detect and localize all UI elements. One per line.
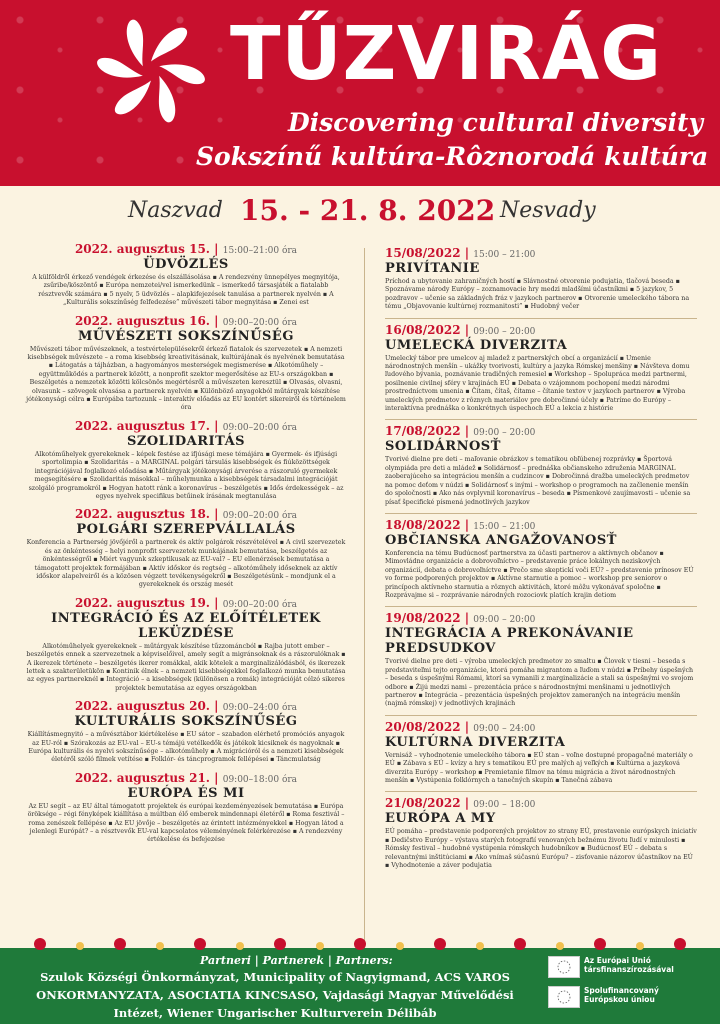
eu-flag-icon <box>548 986 580 1008</box>
program-day: 2022. augusztus 16. | 09:00–20:00 óra MŰVÉSZETI SOKSZÍNŰSÉG Művészeti tábor művészeknek, a testvértelepülésekről érkező fiatalok és szervezetek ▪ A nemzeti kisebbségek művészete – a roma kisebbség kreativitásának, kultúrájának és nyelvének bemutatása ▪ Látogatás a tájházban, a hagyományos mesterségek megismerése ▪ Alkotóműhely – együttműködés a partnerek között, a nonprofit szektor megerősítése az EU-s országokban ▪ Beszélgetés a nemzetek közötti kölcsönös megértésről a művészeten keresztül ▪ Olvasás, olvasni, olvasunk – szövegek olvasása a partnerek nyelvén ▪ Különböző anyagokból műtárgyak készítése jótékonysági célra ▪ Európába tartozunk – interaktív előadás az EU kontért sikereiről és történelem óra <box>26 313 346 412</box>
day-title: UMELECKÁ DIVERZITA <box>385 337 568 353</box>
day-date: 20/08/2022 <box>385 719 461 734</box>
day-date: 2022. augusztus 19. <box>74 595 210 610</box>
eu-cofunding-hu <box>548 956 674 978</box>
partners-list: Szulok Községi Önkormányzat, Municipality of Nagyigmand, ACS VAROS ONKORMANYZATA, ASOCIATIA KINCSASO, Vajdasági Magyar Művelődési Intézet, Wiener Ungarischer Kulturverein Délibáb <box>36 970 514 1020</box>
day-date: 2022. augusztus 21. <box>74 770 210 785</box>
day-date: 21/08/2022 <box>385 796 461 811</box>
day-description: Kiállításmegnyitó – a művésztábor kiértékelése ▪ EU sátor – szabadon elérhető promóciós anyagok az EU-ról ▪ Szórakozás az EU-val – EU-s témájú vetélkedők és játékok kicsiknek és nagyoknak ▪ Európa kulturális és nyelvi sokszínűsége – alkotóműhely ▪ A migrációról és a nemzeti kisebbségek életéről szóló filmek vetítése ▪ Folklór- és táncprogramok fellépései ▪ Táncmulatság <box>27 731 345 764</box>
event-title: TŰZVIRÁG <box>230 11 663 97</box>
column-divider <box>364 248 365 948</box>
city-slovak: Nesvady <box>500 198 596 223</box>
day-title: KULTÚRNA DIVERZITA <box>385 734 566 750</box>
day-time: 09:00 – 20:00 <box>473 326 536 337</box>
day-date: 2022. augusztus 20. <box>74 699 210 714</box>
day-date: 2022. augusztus 15. <box>74 242 210 256</box>
day-date: 17/08/2022 <box>385 424 461 439</box>
day-title: ÜDVÖZLÉS <box>143 257 229 272</box>
day-time: 09:00–20:00 óra <box>222 599 298 610</box>
day-time: 09:00 – 24:00 <box>473 723 536 734</box>
day-time: 09:00–20:00 óra <box>222 317 298 328</box>
subtitle-hungarian-slovak: Sokszínű kultúra-Rôznorodá kultúra <box>196 142 709 171</box>
day-date: 15/08/2022 <box>385 246 461 260</box>
day-date: 2022. augusztus 17. <box>74 418 210 433</box>
program-day: 16/08/2022 | 09:00 – 20:00 UMELECKÁ DIVERZITA Umelecký tábor pre umelcov aj mladež z partnerských obcí a organizácií ▪ Umenie národnostných menšín – ukážky tvorivosti, kultúry a jazyka Rómskej menšiny ▪ Návšteva domu ľudového bývania, poznávanie tradičných remesiel ▪ Workshop – Spolupráca medzi partnermi, posilnenie civilnej sféry v krajinách EÚ ▪ Debata o vzájomnom pochopení medzi národmi prostredníctvom umenia ▪ Čítam, čítaš, čítame – čítanie textov v jazykoch partnerov ▪ Výroba umeleckých predmetov z rôznych materiálov pre dobročinné účely ▪ Patríme do Európy – interaktívna prednáška o konkrétnych úspechoch EÚ a lekcia z histórie <box>385 318 697 414</box>
subtitle-english: Discovering cultural diversity <box>288 108 704 137</box>
day-title: POLGÁRI SZEREPVÁLLALÁS <box>76 522 296 538</box>
day-title: EURÓPA A MY <box>385 811 496 827</box>
day-description: Vernisáž – vyhodnotenie umeleckého tábora ▪ EÚ stan – voľne dostupné propagačné materiály o EÚ ▪ Zábava s EÚ – kvízy a hry s tematikou EÚ pre malých aj veľkých ▪ Kultúrna a jazyková diverzita Európy – workshop ▪ Premietanie filmov na tému migrácia a život národnostných menšín ▪ Vystúpenia folklórnych a tanečných skupín ▪ Tanečná zábava <box>385 751 693 784</box>
day-date: 2022. augusztus 18. <box>74 507 210 522</box>
program-day: 18/08/2022 | 15:00 – 21:00 OBČIANSKA ANGAŽOVANOSŤ Konferencia na tému Budúcnosť partnerstva za účasti partnerov a aktívnych občanov ▪ Mimovládne organizácie a dobrovoľníctvo – predstavenie práce lokálnych neziskových organizácií, debata o dobrovoľníctve ▪ Prečo sme skeptickí voči EÚ? – predstavenie prínosov EÚ vo forme podporených projektov ▪ Aktívne starnutie a pomoc – workshop pre seniorov o princípoch aktívneho starnutia a rôznych aktivitách, ktoré môžu vykonávať spoločne ▪ Rozprávajme si – rozprávanie národných rozociovk platích krajin detiom <box>385 513 697 600</box>
day-description: Alkotóműhelyek gyerekeknek – képek festése az ifjúsági mese témájára ▪ Gyermek- és ifjúsági sportolimpia ▪ Szolidaritás – a MARGINAL polgári társulás kisebbségek és fiúközöttségek integrációjával foglalkozó előadása ▪ Műtárgyak jótékonysági árverése a rászoruló gyermekek megsegítésére ▪ Szolidaritás másokkal – műhelymunka a kisebbségek társadalmi integrációját szolgáló programokról ▪ Hogyan hatott ránk a koronavírus – beszélgetés ▪ Idős érdekességek – az egyes nyelvek specifikus betűinek írásának megtanulása <box>28 450 344 500</box>
day-time: 09:00 – 20:00 <box>473 615 536 626</box>
day-time: 15:00 – 21:00 <box>473 250 536 260</box>
day-time: 09:00 – 20:00 <box>473 428 536 439</box>
day-title: PRIVÍTANIE <box>385 261 480 276</box>
program-day: 20/08/2022 | 09:00 – 24:00 KULTÚRNA DIVERZITA Vernisáž – vyhodnotenie umeleckého tábora ▪ EÚ stan – voľne dostupné propagačné materiály o EÚ ▪ Zábava s EÚ – kvízy a hry s tematikou EÚ pre malých aj veľkých ▪ Kultúrna a jazyková diverzita Európy – workshop ▪ Premietanie filmov na tému migrácia a život národnostných menšín ▪ Vystúpenia folklórnych a tanečných skupín ▪ Tanečná zábava <box>385 715 697 786</box>
day-time: 15:00 – 21:00 <box>473 521 536 532</box>
day-time: 09:00–20:00 óra <box>222 511 298 522</box>
day-description: Konferencia a Partnerség jövőjéről a partnerek és aktív polgárok részvételével ▪ A civil szervezetek és az önkéntesség – helyi nonprofit szervezetek munkájának bemutatása, beszélgetés az önkéntességről ▪ Miért vagyunk szkeptikusak az EU-val? – EU ellenérzések bemutatása a támogatott projektek formájában ▪ Aktív időskor és regtség – alkotóműhely időseknek az aktív időskor alapelveiről és a közösen végzett tevékenységekről ▪ Beszélgetésünk – mondjunk el a gyerekeknek és ország mesét <box>26 539 346 589</box>
day-title: EURÓPA ÉS MI <box>127 785 245 801</box>
eu-text-hu: Az Európai Unió társfinanszírozásával <box>584 956 674 974</box>
program-day: 2022. augusztus 17. | 09:00–20:00 óra SZOLIDARITÁS Alkotóműhelyek gyerekeknek – képek festése az ifjúsági mese témájára ▪ Gyermek- és ifjúsági sportolimpia ▪ Szolidaritás – a MARGINAL polgári társulás kisebbségek és fiúközöttségek integrációjával foglalkozó előadása ▪ Műtárgyak jótékonysági árverése a rászoruló gyermekek megsegítésére ▪ Szolidaritás másokkal – műhelymunka a kisebbségek társadalmi integrációját szolgáló programokról ▪ Hogyan hatott ránk a koronavírus – beszélgetés ▪ Idős érdekességek – az egyes nyelvek specifikus betűinek írásának megtanulása <box>26 419 346 501</box>
program-hungarian <box>26 242 346 851</box>
day-title: KULTURÁLIS SOKSZÍNŰSÉG <box>74 714 298 730</box>
day-description: Tvorivé dielne pre deti – maľovanie obrázkov s tematikou obľúbenej rozprávky ▪ Športová olympiáda pre deti a mládež ▪ Solidárnosť – prednáška občianskeho združenia MARGINAL zaoberajúceho sa integráciou menšín a cudzincov ▪ Dobročinná dražba umeleckých predmetov na pomoc deťom v núdzi ▪ Solidárnosť s inými – workshop o programoch na začlenenie menšín do spoločnosti ▪ Ako nás ovplyvnil koronavírus – beseda ▪ Písmenkové zaujímavosti – učenie sa písať špecifické písmená jednotlivých jazykov <box>385 456 691 506</box>
day-description: Alkotóműhelyek gyerekeknek – műtárgyak készítése tűzzománcból ▪ Rajba jutott ember – beszélgetés ennek a szervezetnek a képviselőivel, amely segít a migránsoknak és a rászorulóknak ▪ A ikerezek története – beszélgetés ikerer romákkal, akik kötelek a marginalizálódásból, és ikerezek lettek a szakterületükön ▪ Kontinik élnek – a nemzeti kisebbségekkel foglalkozó munka bemutatása az egyes partnereknél ▪ Integráció – a kisebbségek (különösen a romák) integrációját célzó sikeres projektek bemutatása az egyes országokban <box>26 642 346 692</box>
program-day: 2022. augusztus 19. | 09:00–20:00 óra INTEGRÁCIÓ ÉS AZ ELŐÍTÉLETEK LEKÜZDÉSE Alkotóműhelyek gyerekeknek – műtárgyak készítése tűzzománcból ▪ Rajba jutott ember – beszélgetés ennek a szervezetnek a képviselőivel, amely segít a migránsoknak és a rászorulóknak ▪ A ikerezek története – beszélgetés ikerer romákkal, akik kötelek a marginalizálódásból, és ikerezek lettek a szakterületükön ▪ Kontinik élnek – a nemzeti kisebbségekkel foglalkozó munka bemutatása az egyes partnereknél ▪ Integráció – a kisebbségek (különösen a romák) integrációját célzó sikeres projektek bemutatása az egyes országokban <box>26 595 346 692</box>
day-title: MŰVÉSZETI SOKSZÍNŰSÉG <box>78 328 294 344</box>
fire-flower-logo <box>92 12 210 130</box>
day-time: 09:00–24:00 óra <box>222 703 298 714</box>
day-date: 2022. augusztus 16. <box>74 313 210 328</box>
city-hungarian: Naszvad <box>128 198 223 223</box>
day-description: EÚ pomáha – predstavenie podporených projektov zo strany EÚ, prestavenie európskych iniciatív ▪ Dedičstvo Európy – výstava starých fotografií venovaných bežnému životu ľudí v minulosti ▪ Rómsky festival – hudobné vystúpenia rómskych hudobníkov ▪ Budúcnosť EÚ – debata s relevantnými inštitúciami ▪ Ako vnímaš súčasnú Európu? – zisťovanie názorov účastníkov na EÚ ▪ Vyhodnotenie a záver podujatia <box>385 828 697 870</box>
day-time: 15:00–21:00 óra <box>222 246 298 256</box>
eu-text-sk: Spolufinancovaný Európskou úniou <box>584 986 659 1004</box>
program-day: 21/08/2022 | 09:00 – 18:00 EURÓPA A MY EÚ pomáha – predstavenie podporených projektov zo strany EÚ, prestavenie európskych iniciatív ▪ Dedičstvo Európy – výstava starých fotografií venovaných bežnému životu ľudí v minulosti ▪ Rómsky festival – hudobné vystúpenia rómskych hudobníkov ▪ Budúcnosť EÚ – debata s relevantnými inštitúciami ▪ Ako vnímaš súčasnú Európu? – zisťovanie názorov účastníkov na EÚ ▪ Vyhodnotenie a záver podujatia <box>385 791 697 870</box>
day-title: INTEGRÁCIA A PREKONÁVANIE PREDSUDKOV <box>385 626 634 657</box>
program-day: 2022. augusztus 21. | 09:00–18:00 óra EURÓPA ÉS MI Az EU segít – az EU által támogatott projektek és európai kezdeményezések bemutatása ▪ Európa öröksége – régi fényképek kiállítása a múltban élő emberek mindennapi életéről ▪ Roma fesztivál – roma zenészek fellépése ▪ Az EU jövője – beszélgetés az érintett intézményekkel ▪ Hogyan látod a jelenlegi Európát? – a résztvevők EU-val kapcsolatos véleményének felérkérezése ▪ A rendezvény értékelése és befejezése <box>27 770 345 844</box>
day-description: Konferencia na tému Budúcnosť partnerstva za účasti partnerov a aktívnych občanov ▪ Mimovládne organizácie a dobrovoľníctvo – predstavenie práce lokálnych neziskových organizácií, debata o dobrovoľníctve ▪ Prečo sme skeptickí voči EÚ? – predstavenie prínosov EÚ vo forme podporených projektov ▪ Aktívne starnutie a pomoc – workshop pre seniorov o princípoch aktívneho starnutia a rôznych aktivitách, ktoré môžu vykonávať spoločne ▪ Rozprávajme si – rozprávanie národných rozociovk platích krajin detiom <box>385 549 694 599</box>
day-date: 18/08/2022 <box>385 517 461 532</box>
program-day: 2022. augusztus 18. | 09:00–20:00 óra POLGÁRI SZEREPVÁLLALÁS Konferencia a Partnerség jövőjéről a partnerek és aktív polgárok részvételével ▪ A civil szervezetek és az önkéntesség – helyi nonprofit szervezetek munkájának bemutatása, beszélgetés az önkéntességről ▪ Miért vagyunk szkeptikusak az EU-val? – EU ellenérzések bemutatása a támogatott projektek formájában ▪ Aktív időskor és regtség – alkotóműhely időseknek az aktív időskor alapelveiről és a közösen végzett tevékenységekről ▪ Beszélgetésünk – mondjunk el a gyerekeknek és ország mesét <box>26 507 346 589</box>
eu-cofunding-sk <box>548 986 668 1008</box>
program-day: 15/08/2022 | 15:00 – 21:00 PRIVÍTANIE Príchod a ubytovanie zahraničných hostí ▪ Slávnostné otvorenie podujatia, tlačová beseda ▪ Spoznávame národy Európy – zoznamovacie hry medzi mladšími účastníkmi ▪ 5 jazykov, 5 pozdravov – učenie sa základných fráz v jazykoch partnerov ▪ Otvorenie umeleckého tábora na tému „Objavovanie kultúrnej rozmanitosti” ▪ Hudobný večer <box>385 242 697 312</box>
program-slovak <box>385 242 697 876</box>
partners-label: Partneri | Partnerek | Partners: <box>200 954 393 967</box>
program-day: 17/08/2022 | 09:00 – 20:00 SOLIDÁRNOSŤ Tvorivé dielne pre deti – maľovanie obrázkov s tematikou obľúbenej rozprávky ▪ Športová olympiáda pre deti a mládež ▪ Solidárnosť – prednáška občianskeho združenia MARGINAL zaoberajúceho sa integráciou menšín a cudzincov ▪ Dobročinná dražba umeleckých predmetov na pomoc deťom v núdzi ▪ Solidárnosť s inými – workshop o programoch na začlenenie menšín do spoločnosti ▪ Ako nás ovplyvnil koronavírus – beseda ▪ Písmenkové zaujímavosti – učenie sa písať špecifické písmená jednotlivých jazykov <box>385 419 697 506</box>
day-description: A külföldről érkező vendégek érkezése és elszállásolása ▪ A rendezvény ünnepélyes megnyitója, zsűribe/köszöntő ▪ Európa nemzetei/vel ismerkedünk – ismerkedő társasjáték a fiatalabb résztvevők számára ▪ 5 nyelv, 5 üdvözlés – alapkifejezések tanulása a partnerek nyelvén ▪ A „Kulturális sokszínűség felfedezése” művészeti tábor megnyitása ▪ Zenei est <box>32 274 340 307</box>
day-date: 16/08/2022 <box>385 322 461 337</box>
day-description: Az EU segít – az EU által támogatott projektek és európai kezdeményezések bemutatása ▪ Európa öröksége – régi fényképek kiállítása a múltban élő emberek mindennapi életéről ▪ Roma fesztivál – roma zenészek fellépése ▪ Az EU jövője – beszélgetés az érintett intézményekkel ▪ Hogyan látod a jelenlegi Európát? – a résztvevők EU-val kapcsolatos véleményének felérkérezése ▪ A rendezvény értékelése és befejezése <box>27 802 345 844</box>
day-time: 09:00 – 18:00 <box>473 800 536 811</box>
flower-ornament <box>0 934 720 952</box>
header-banner <box>0 0 720 186</box>
day-description: Művészeti tábor művészeknek, a testvértelepülésekről érkező fiatalok és szervezetek ▪ A nemzeti kisebbségek művészete – a roma kisebbség kreativitásának, kultúrájának és nyelvének bemutatása ▪ Látogatás a tájházban, a hagyományos mesterségek megismerése ▪ Alkotóműhely – együttműködés a partnerek között, a nonprofit szektor megerősítése az EU-s országokban ▪ Beszélgetés a nemzetek közötti kölcsönös megértésről a művészeten keresztül ▪ Olvasás, olvasni, olvasunk – szövegek olvasása a partnerek nyelvén ▪ Különböző anyagokból műtárgyak készítése jótékonysági célra ▪ Európába tartozunk – interaktív előadás az EU kontért sikereiről és történelem óra <box>26 345 346 412</box>
day-description: Umelecký tábor pre umelcov aj mladež z partnerských obcí a organizácií ▪ Umenie národnostných menšín – ukážky tvorivosti, kultúry a jazyka Rómskej menšiny ▪ Návšteva domu ľudového bývania, poznávanie tradičných remesiel ▪ Workshop – Spolupráca medzi partnermi, posilnenie civilnej sféry v krajinách EÚ ▪ Debata o vzájomnom pochopení medzi národmi prostredníctvom umenia ▪ Čítam, čítaš, čítame – čítanie textov v jazykoch partnerov ▪ Výroba umeleckých predmetov z rôznych materiálov pre dobročinné účely ▪ Patríme do Európy – interaktívna prednáška o konkrétnych úspechoch EÚ a lekcia z histórie <box>385 354 690 413</box>
day-title: INTEGRÁCIÓ ÉS AZ ELŐÍTÉLETEK LEKÜZDÉSE <box>51 610 321 641</box>
day-title: OBČIANSKA ANGAŽOVANOSŤ <box>385 532 617 548</box>
day-time: 09:00–20:00 óra <box>222 422 298 433</box>
day-title: SOLIDÁRNOSŤ <box>385 439 501 455</box>
program-day: 19/08/2022 | 09:00 – 20:00 INTEGRÁCIA A PREKONÁVANIE PREDSUDKOV Tvorivé dielne pre deti – výroba umeleckých predmetov zo smaltu ▪ Človek v tiesni – beseda s predstaviteľmi tejto organizácie, ktorá pomáha migrantom a ľuďom v núdzi ▪ Príbehy úspešných – beseda s úspešnými Rómami, ktorí sa vymanili z marginalizácie a stali sa úspešnými vo svojom odbore ▪ Žijú medzi nami – prezentácia práce s národnostnými menšinami u jednotlivých partnerov ▪ Integrácia – prezentácia úspešných projektov zameraných na integráciu menšín (najmä rómskej) v jednotlivých krajinách <box>385 606 697 708</box>
day-date: 19/08/2022 <box>385 611 461 626</box>
day-description: Tvorivé dielne pre deti – výroba umeleckých predmetov zo smaltu ▪ Človek v tiesni – beseda s predstaviteľmi tejto organizácie, ktorá pomáha migrantom a ľuďom v núdzi ▪ Príbehy úspešných – beseda s úspešnými Rómami, ktorí sa vymanili z marginalizácie a stali sa úspešnými vo svojom odbore ▪ Žijú medzi nami – prezentácia práce s národnostnými menšinami u jednotlivých partnerov ▪ Integrácia – prezentácia úspešných projektov zameraných na integráciu menšín (najmä rómskej) v jednotlivých krajinách <box>385 658 694 708</box>
program-day: 2022. augusztus 20. | 09:00–24:00 óra KULTURÁLIS SOKSZÍNŰSÉG Kiállításmegnyitó – a művésztábor kiértékelése ▪ EU sátor – szabadon elérhető promóciós anyagok az EU-ról ▪ Szórakozás az EU-val – EU-s témájú vetélkedők és játékok kicsiknek és nagyoknak ▪ Európa kulturális és nyelvi sokszínűsége – alkotóműhely ▪ A migrációról és a nemzeti kisebbségek életéről szóló filmek vetítése ▪ Folklór- és táncprogramok fellépései ▪ Táncmulatság <box>27 699 345 764</box>
event-dates: 15. - 21. 8. 2022 <box>240 194 496 227</box>
day-time: 09:00–18:00 óra <box>222 774 298 785</box>
day-description: Príchod a ubytovanie zahraničných hostí ▪ Slávnostné otvorenie podujatia, tlačová beseda ▪ Spoznávame národy Európy – zoznamovacie hry medzi mladšími účastníkmi ▪ 5 jazykov, 5 pozdravov – učenie sa základných fráz v jazykoch partnerov ▪ Otvorenie umeleckého tábora na tému „Objavovanie kultúrnej rozmanitosti” ▪ Hudobný večer <box>385 278 690 311</box>
eu-flag-icon <box>548 956 580 978</box>
program-day: 2022. augusztus 15. | 15:00–21:00 óra ÜDVÖZLÉS A külföldről érkező vendégek érkezése és elszállásolása ▪ A rendezvény ünnepélyes megnyitója, zsűribe/köszöntő ▪ Európa nemzetei/vel ismerkedünk – ismerkedő társasjáték a fiatalabb résztvevők számára ▪ 5 nyelv, 5 üdvözlés – alapkifejezések tanulása a partnerek nyelvén ▪ A „Kulturális sokszínűség felfedezése” művészeti tábor megnyitása ▪ Zenei est <box>26 242 346 308</box>
day-title: SZOLIDARITÁS <box>126 433 246 449</box>
